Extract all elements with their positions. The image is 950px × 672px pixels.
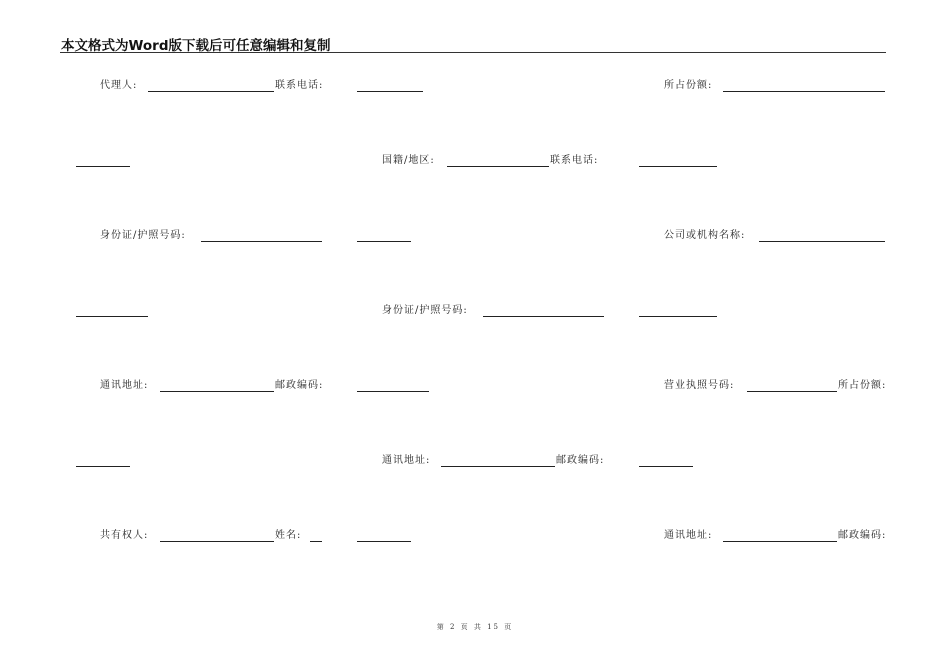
share-blank xyxy=(723,91,885,92)
postcode-blank xyxy=(357,391,429,392)
phone-blank xyxy=(357,91,423,92)
header-divider xyxy=(60,52,886,53)
share-label: 所占份额: xyxy=(664,80,713,91)
continuation-blank xyxy=(357,541,411,542)
business-license-blank xyxy=(747,391,837,392)
name-label: 姓名: xyxy=(275,530,302,541)
id-passport-label: 身份证/护照号码: xyxy=(100,230,186,241)
address-blank xyxy=(160,391,274,392)
postcode-label: 邮政编码: xyxy=(838,530,887,541)
continuation-blank xyxy=(639,316,717,317)
address-blank xyxy=(441,466,555,467)
co-owner-blank xyxy=(160,541,274,542)
postcode-label: 邮政编码: xyxy=(556,455,605,466)
co-owner-label: 共有权人: xyxy=(100,530,149,541)
company-name-blank xyxy=(759,241,885,242)
id-passport-blank xyxy=(483,316,604,317)
phone-label: 联系电话: xyxy=(550,155,599,166)
id-passport-blank xyxy=(201,241,322,242)
nationality-label: 国籍/地区: xyxy=(382,155,435,166)
business-license-label: 营业执照号码: xyxy=(664,380,735,391)
agent-label: 代理人: xyxy=(100,80,138,91)
address-label: 通讯地址: xyxy=(100,380,149,391)
address-label: 通讯地址: xyxy=(664,530,713,541)
continuation-blank xyxy=(76,166,130,167)
name-blank xyxy=(310,541,322,542)
id-passport-label: 身份证/护照号码: xyxy=(382,305,468,316)
continuation-blank xyxy=(76,466,130,467)
agent-blank xyxy=(148,91,274,92)
address-blank xyxy=(723,541,837,542)
phone-label: 联系电话: xyxy=(275,80,324,91)
phone-blank xyxy=(639,166,717,167)
postcode-label: 邮政编码: xyxy=(275,380,324,391)
continuation-blank xyxy=(76,316,148,317)
page-number-footer: 第 2 页 共 15 页 xyxy=(436,623,514,631)
company-name-label: 公司或机构名称: xyxy=(664,230,746,241)
share-label: 所占份额: xyxy=(838,380,887,391)
page-header-title: 本文格式为Word版下载后可任意编辑和复制 xyxy=(61,38,331,54)
nationality-blank xyxy=(447,166,549,167)
postcode-blank xyxy=(639,466,693,467)
continuation-blank xyxy=(357,241,411,242)
address-label: 通讯地址: xyxy=(382,455,431,466)
